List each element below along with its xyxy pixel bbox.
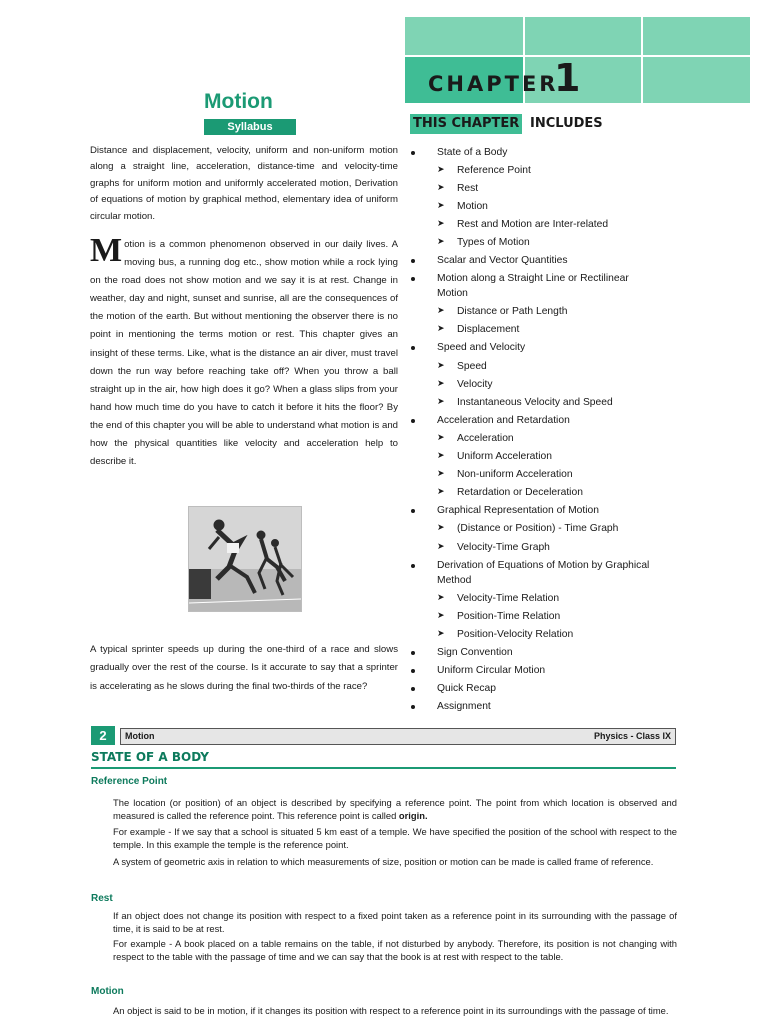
origin-term: origin. (398, 810, 428, 822)
motion-paragraph-1: An object is said to be in motion, if it changes its position with respect to a reference point in its surroundings with the passage of time. (113, 1005, 669, 1016)
toc-item: Velocity-Time Relation (457, 593, 560, 604)
toc-item: Sign Convention (437, 647, 513, 658)
intro-paragraph (90, 232, 398, 471)
section-divider (91, 767, 676, 769)
toc-arrow-icon: ➤ (437, 200, 445, 210)
toc-arrow-icon: ➤ (437, 592, 445, 602)
toc-item: Assignment (437, 701, 491, 712)
subheading-rest: Rest (91, 893, 113, 904)
toc-item: State of a Body (437, 147, 508, 158)
toc-arrow-icon: ➤ (437, 432, 445, 442)
section-title: STATE OF A BODY (91, 750, 209, 764)
reference-point-paragraph-2: For example - If we say that a school is situated 5 km east of a temple. We have specified the position of the school with respect to the temple. In this example the temple is the reference point. (113, 826, 677, 851)
toc-bullet-icon (411, 705, 415, 709)
toc-bullet-icon (411, 277, 415, 281)
syllabus-text: Distance and displacement, velocity, uniform and non-uniform motion along a straight line, acceleration, distance-time and velocity-time graphs for uniform motion and uniformly accelerated motion, Derivation of equations of motion by graphical method, elementary idea of uniform circular motion. (90, 145, 398, 222)
page-title: Motion (204, 90, 273, 113)
subheading-reference-point: Reference Point (91, 776, 168, 787)
toc-arrow-icon: ➤ (437, 522, 445, 532)
reference-point-paragraph-1: The location (or position) of an object is described by specifying a reference point. The point from which location is observed and measured is called the reference point. This reference point is called origin. (113, 797, 677, 822)
toc-item: Retardation or Deceleration (457, 487, 583, 498)
toc-item: Motion (457, 201, 488, 212)
toc-arrow-icon: ➤ (437, 378, 445, 388)
toc-arrow-icon: ➤ (437, 628, 445, 638)
toc-item: Velocity-Time Graph (457, 542, 550, 553)
toc-bullet-icon (411, 151, 415, 155)
toc-item: Uniform Acceleration (457, 451, 552, 462)
toc-item: Derivation of Equations of Motion by Graphical (437, 560, 650, 571)
toc-item: Graphical Representation of Motion (437, 505, 599, 516)
toc-item: Speed and Velocity (437, 342, 526, 353)
toc-arrow-icon: ➤ (437, 450, 445, 460)
toc-item: Rest and Motion are Inter-related (457, 219, 609, 230)
toc-item: Position-Velocity Relation (457, 629, 574, 640)
toc-item: Uniform Circular Motion (437, 665, 546, 676)
rest-paragraph-1: If an object does not change its position with respect to a fixed point taken as a reference point in its surrounding with the passage of time, it is said to be at rest. (113, 910, 677, 935)
toc-item: Acceleration and Retardation (437, 415, 570, 426)
toc-arrow-icon: ➤ (437, 396, 445, 406)
rest-paragraph-2: For example - A book placed on a table remains on the table, if not disturbed by anybody. Therefore, its position is not changing with respect to the table with the passage of time and we can say that the book is at rest with respect to the table. (113, 938, 677, 963)
syllabus-badge: Syllabus (204, 119, 296, 135)
toc-item: Rest (457, 183, 479, 194)
toc-item: Types of Motion (457, 237, 530, 248)
toc-item: Reference Point (457, 165, 531, 176)
toc-item: Scalar and Vector Quantities (437, 255, 568, 266)
toc-item: Position-Time Relation (457, 611, 561, 622)
toc-item: (Distance or Position) - Time Graph (457, 523, 619, 534)
toc-bullet-icon (411, 669, 415, 673)
toc-item: Velocity (457, 379, 493, 390)
chapter-number: 1 (554, 56, 581, 100)
toc-item: Displacement (457, 324, 520, 335)
toc-arrow-icon: ➤ (437, 182, 445, 192)
toc-arrow-icon: ➤ (437, 236, 445, 246)
toc-item: Quick Recap (437, 683, 496, 694)
toc-item: Instantaneous Velocity and Speed (457, 397, 613, 408)
toc-arrow-icon: ➤ (437, 360, 445, 370)
photo-caption: A typical sprinter speeds up during the one-third of a race and slows gradually over the rest of the course. Is it accurate to say that a sprinter is accelerating as he slows during the final two-thirds of the race? (90, 644, 398, 692)
running-header-right: Physics - Class IX (593, 731, 671, 741)
page-number-badge: 2 (91, 726, 115, 745)
toc-arrow-icon: ➤ (437, 468, 445, 478)
toc-item: Method (437, 575, 472, 586)
toc-bullet-icon (411, 346, 415, 350)
this-chapter-label: THIS CHAPTER (410, 114, 522, 134)
toc-bullet-icon (411, 419, 415, 423)
reference-point-paragraph-3: A system of geometric axis in relation to which measurements of size, position or motion can be made is called frame of reference. (113, 856, 654, 867)
drop-cap: M (90, 232, 123, 269)
toc-arrow-icon: ➤ (437, 218, 445, 228)
toc-item: Distance or Path Length (457, 306, 568, 317)
toc-arrow-icon: ➤ (437, 541, 445, 551)
chapter-label: CHAPTER (428, 72, 559, 96)
toc-bullet-icon (411, 509, 415, 513)
sprinter-photo (188, 506, 302, 612)
toc-arrow-icon: ➤ (437, 305, 445, 315)
includes-label: INCLUDES (530, 116, 603, 131)
intro-text: otion is a common phenomenon observed in our daily lives. A moving bus, a running dog etc., show motion while a rock lying on the road does not show motion and we say it is at rest. Change in weather, day and night, sunset and sunrise, all are the consequences of the motion of the earth. But without mentioning the observer there is no point in mentioning the terms motion or rest. This chapter gives an insight of these terms. Like, what is the distance an air diver, must travel down the run way before reaching take off? When you throw a ball straight up in the air, how high does it go? When a glass slips from your hand how much time do you have to catch it before it hits the floor? By the end of this chapter you will be able to understand what motion is and how the physical quantities like velocity and acceleration help to describe it. (90, 239, 398, 468)
toc-bullet-icon (411, 687, 415, 691)
toc-item: Motion (437, 288, 468, 299)
subheading-motion: Motion (91, 986, 124, 997)
toc-bullet-icon (411, 651, 415, 655)
toc-bullet-icon (411, 259, 415, 263)
toc-item: Motion along a Straight Line or Rectilinear (437, 273, 629, 284)
toc-item: Non-uniform Acceleration (457, 469, 573, 480)
toc-item: Acceleration (457, 433, 514, 444)
toc-bullet-icon (411, 564, 415, 568)
running-header-left: Motion (125, 731, 155, 741)
toc-item: Speed (457, 361, 487, 372)
toc-arrow-icon: ➤ (437, 610, 445, 620)
running-header (120, 728, 676, 745)
toc-arrow-icon: ➤ (437, 323, 445, 333)
toc-arrow-icon: ➤ (437, 486, 445, 496)
toc-arrow-icon: ➤ (437, 164, 445, 174)
